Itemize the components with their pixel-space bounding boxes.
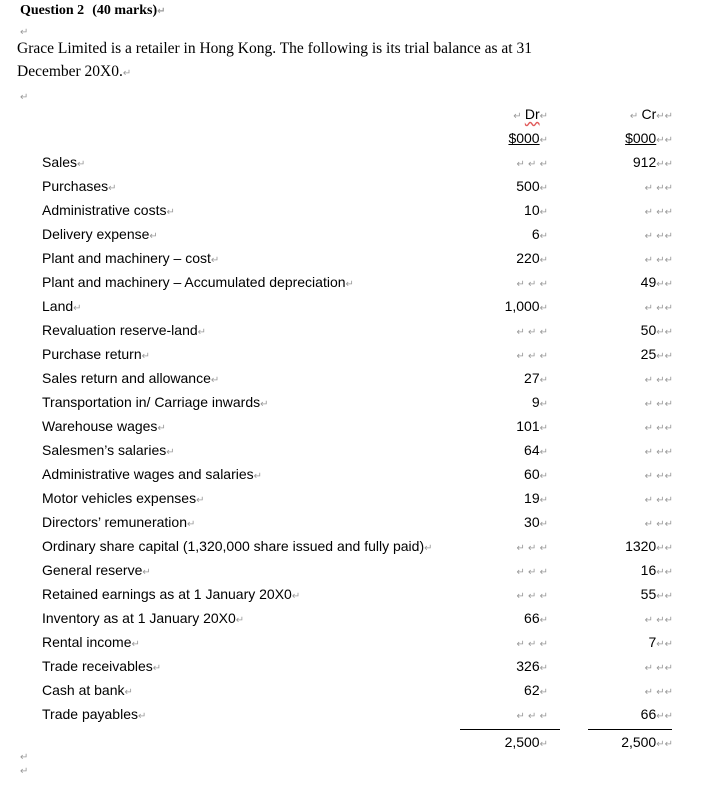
account-name — [42, 538, 433, 554]
account-name — [42, 418, 166, 434]
paragraph-mark-icon: ↵ — [186, 519, 196, 530]
dr-amount: ↵ ↵ ↵ — [516, 159, 548, 170]
account-name — [42, 274, 354, 290]
cr-amount-value: 25 — [640, 346, 657, 362]
cr-unit: $000 — [625, 130, 657, 146]
table-row — [0, 538, 711, 562]
account-name — [42, 682, 133, 698]
table-row — [0, 562, 711, 586]
account-name — [42, 250, 219, 266]
dr-amount-value: 64 — [524, 442, 540, 458]
dr-amount-value: 500 — [516, 178, 540, 194]
dr-amount: ↵ ↵ ↵ — [516, 351, 548, 362]
paragraph-mark-icon: ↵ — [137, 711, 147, 722]
account-name-text: Cash at bank — [42, 682, 125, 698]
account-name-text: Retained earnings as at 1 January 20X0 — [42, 586, 292, 602]
dr-amount: 62↵ — [524, 682, 548, 698]
table-row — [0, 226, 711, 250]
dr-amount: ↵ ↵ ↵ — [516, 327, 548, 338]
paragraph-mark-icon: ↵ — [73, 303, 82, 314]
account-name-text: General reserve — [42, 562, 143, 578]
table-row — [0, 418, 711, 442]
cr-amount: ↵ ↵↵ — [644, 447, 673, 458]
cr-amount: 25↵↵ — [640, 346, 673, 362]
cr-amount: 49↵↵ — [640, 274, 673, 290]
account-name-text: Delivery expense — [42, 226, 150, 242]
cr-amount-value: 16 — [640, 562, 657, 578]
account-name-text: Salesmen’s salaries — [42, 442, 167, 458]
paragraph-mark-icon: ↵ — [291, 591, 301, 602]
table-row — [0, 442, 711, 466]
account-name-text: Plant and machinery – Accumulated depreciation — [42, 274, 346, 290]
dr-unit-header: $000↵ — [508, 130, 548, 146]
account-name — [42, 706, 146, 722]
cr-amount-value: 55 — [640, 586, 657, 602]
account-name — [42, 226, 158, 242]
table-row — [0, 202, 711, 226]
dr-amount: 101↵ — [516, 418, 548, 434]
cr-amount-value: 1320 — [625, 538, 657, 554]
cr-column-header: ↵ Cr↵↵ — [629, 106, 673, 122]
paragraph-mark-icon: ↵ — [196, 495, 205, 506]
cr-amount-value: 7 — [648, 634, 657, 650]
paragraph-mark-icon: ↵ — [149, 231, 158, 242]
account-name — [42, 490, 204, 506]
question-heading — [20, 3, 166, 19]
paragraph-mark-icon: ↵ — [20, 766, 29, 777]
cr-amount: 16↵↵ — [640, 562, 673, 578]
cr-total-rule — [588, 729, 672, 730]
paragraph-mark-icon: ↵ — [345, 279, 354, 290]
paragraph-mark-icon: ↵ — [20, 27, 29, 38]
table-row — [0, 706, 711, 730]
cr-amount-value: 49 — [640, 274, 657, 290]
table-row — [0, 610, 711, 634]
account-name-text: Purchase return — [42, 346, 142, 362]
question-number: Question 2 — [20, 3, 85, 18]
intro-text-line-1: Grace Limited is a retailer in Hong Kong. The following is its trial balance as at 31 — [17, 40, 532, 57]
account-name-text: Administrative wages and salaries — [42, 466, 254, 482]
paragraph-mark-icon: ↵ — [157, 6, 166, 17]
table-row — [0, 634, 711, 658]
paragraph-mark-icon: ↵ — [152, 663, 162, 674]
account-name — [42, 178, 117, 194]
cr-amount: ↵ ↵↵ — [644, 471, 673, 482]
dr-amount: 220↵ — [516, 250, 548, 266]
dr-amount: ↵ ↵ ↵ — [516, 543, 548, 554]
paragraph-mark-icon: ↵ — [253, 471, 263, 482]
paragraph-mark-icon: ↵ — [122, 68, 132, 79]
paragraph-mark-icon: ↵ — [210, 375, 220, 386]
table-row — [0, 178, 711, 202]
dr-amount: 10↵ — [524, 202, 548, 218]
account-name-text: Directors’ remuneration — [42, 514, 187, 530]
account-name-text: Trade payables — [42, 706, 138, 722]
dr-unit: $000 — [508, 130, 540, 146]
table-row — [0, 490, 711, 514]
account-name-text: Revaluation reserve-land — [42, 322, 198, 338]
account-name-text: Trade receivables — [42, 658, 153, 674]
dr-amount: ↵ ↵ ↵ — [516, 591, 548, 602]
paragraph-mark-icon: ↵ — [197, 327, 207, 338]
table-row — [0, 514, 711, 538]
dr-amount: 19↵ — [524, 490, 548, 506]
dr-amount-value: 9 — [531, 394, 540, 410]
table-row — [0, 346, 711, 370]
cr-amount: ↵ ↵↵ — [644, 399, 673, 410]
table-row — [0, 274, 711, 298]
dr-amount: 30↵ — [524, 514, 548, 530]
account-name — [42, 466, 262, 482]
dr-amount: 1,000↵ — [504, 298, 548, 314]
cr-total: 2,500↵↵ — [621, 734, 673, 750]
account-name — [42, 514, 195, 530]
cr-amount-value: 50 — [640, 322, 657, 338]
account-name — [42, 346, 150, 362]
dr-label: Dr — [524, 106, 540, 122]
cr-unit-header: $000↵↵ — [625, 130, 673, 146]
account-name-text: Rental income — [42, 634, 132, 650]
account-name-text: Transportation in/ Carriage inwards — [42, 394, 261, 410]
cr-total-value: 2,500 — [621, 734, 657, 750]
dr-total: 2,500↵ — [504, 734, 548, 750]
table-row — [0, 658, 711, 682]
question-marks: (40 marks) — [92, 3, 158, 18]
cr-amount: 1320↵↵ — [625, 538, 673, 554]
account-name-text: Land — [42, 298, 74, 314]
account-name — [42, 370, 219, 386]
account-name — [42, 634, 140, 650]
cr-amount: ↵ ↵↵ — [644, 303, 673, 314]
cr-amount-value: 912 — [632, 154, 657, 170]
cr-amount: ↵ ↵↵ — [644, 615, 673, 626]
table-row — [0, 586, 711, 610]
account-name — [42, 658, 161, 674]
table-row — [0, 298, 711, 322]
table-row — [0, 322, 711, 346]
paragraph-mark-icon: ↵ — [20, 92, 29, 103]
dr-amount-value: 10 — [524, 202, 540, 218]
cr-amount-value: 66 — [640, 706, 657, 722]
dr-amount: 326↵ — [516, 658, 548, 674]
dr-amount: 66↵ — [524, 610, 548, 626]
account-name — [42, 442, 175, 458]
dr-amount-value: 19 — [524, 490, 540, 506]
paragraph-mark-icon: ↵ — [20, 752, 29, 763]
account-name-text: Warehouse wages — [42, 418, 158, 434]
account-name-text: Plant and machinery – cost — [42, 250, 211, 266]
paragraph-mark-icon: ↵ — [124, 687, 133, 698]
table-row — [0, 682, 711, 706]
paragraph-mark-icon: ↵ — [108, 183, 117, 194]
dr-amount-value: 6 — [531, 226, 540, 242]
dr-amount-value: 66 — [524, 610, 540, 626]
table-row — [0, 154, 711, 178]
cr-amount: ↵ ↵↵ — [644, 495, 673, 506]
cr-amount: ↵ ↵↵ — [644, 519, 673, 530]
dr-amount: ↵ ↵ ↵ — [516, 567, 548, 578]
intro-text-line-2 — [17, 63, 131, 81]
dr-amount: 64↵ — [524, 442, 548, 458]
paragraph-mark-icon: ↵ — [260, 399, 269, 410]
table-row — [0, 466, 711, 490]
paragraph-mark-icon: ↵ — [77, 159, 86, 170]
account-name — [42, 154, 85, 170]
account-name — [42, 610, 244, 626]
cr-amount: ↵ ↵↵ — [644, 687, 673, 698]
account-name-text: Motor vehicles expenses — [42, 490, 197, 506]
table-row — [0, 394, 711, 418]
dr-amount: 9↵ — [531, 394, 548, 410]
paragraph-mark-icon: ↵ — [210, 255, 220, 266]
account-name-text: Ordinary share capital (1,320,000 share issued and fully paid) — [42, 538, 425, 554]
cr-amount: ↵ ↵↵ — [644, 231, 673, 242]
table-header-row — [0, 106, 711, 130]
totals-row — [0, 734, 711, 758]
intro-text-line-2-text: December 20X0. — [17, 63, 123, 80]
account-name — [42, 322, 206, 338]
cr-amount: ↵ ↵↵ — [644, 663, 673, 674]
table-row — [0, 370, 711, 394]
dr-amount: 60↵ — [524, 466, 548, 482]
cr-amount: ↵ ↵↵ — [644, 423, 673, 434]
dr-amount-value: 27 — [524, 370, 540, 386]
dr-amount-value: 220 — [516, 250, 540, 266]
dr-amount: 500↵ — [516, 178, 548, 194]
dr-amount-value: 326 — [516, 658, 540, 674]
cr-amount: ↵ ↵↵ — [644, 183, 673, 194]
dr-amount: ↵ ↵ ↵ — [516, 711, 548, 722]
dr-column-header: ↵ Dr↵ — [513, 106, 548, 122]
table-unit-row — [0, 130, 711, 154]
dr-total-value: 2,500 — [504, 734, 540, 750]
dr-amount-value: 60 — [524, 466, 540, 482]
dr-total-rule — [460, 729, 560, 730]
account-name — [42, 298, 82, 314]
cr-amount: 50↵↵ — [640, 322, 673, 338]
paragraph-mark-icon: ↵ — [166, 447, 175, 458]
cr-amount: ↵ ↵↵ — [644, 255, 673, 266]
cr-amount: ↵ ↵↵ — [644, 207, 673, 218]
account-name-text: Sales return and allowance — [42, 370, 211, 386]
paragraph-mark-icon: ↵ — [141, 351, 150, 362]
dr-amount: 6↵ — [531, 226, 548, 242]
account-name-text: Purchases — [42, 178, 109, 194]
dr-amount-value: 30 — [524, 514, 540, 530]
dr-amount-value: 101 — [516, 418, 540, 434]
table-row — [0, 250, 711, 274]
account-name — [42, 202, 175, 218]
paragraph-mark-icon: ↵ — [131, 639, 140, 650]
paragraph-mark-icon: ↵ — [235, 615, 245, 626]
paragraph-mark-icon: ↵ — [157, 423, 166, 434]
cr-amount: ↵ ↵↵ — [644, 375, 673, 386]
account-name-text: Administrative costs — [42, 202, 167, 218]
account-name-text: Sales — [42, 154, 78, 170]
cr-amount: 7↵↵ — [648, 634, 673, 650]
account-name — [42, 586, 300, 602]
dr-amount: ↵ ↵ ↵ — [516, 639, 548, 650]
dr-amount-value: 62 — [524, 682, 540, 698]
dr-amount: 27↵ — [524, 370, 548, 386]
paragraph-mark-icon: ↵ — [424, 543, 433, 554]
paragraph-mark-icon: ↵ — [166, 207, 175, 218]
dr-amount-value: 1,000 — [504, 298, 540, 314]
cr-amount: 912↵↵ — [632, 154, 673, 170]
account-name-text: Inventory as at 1 January 20X0 — [42, 610, 236, 626]
cr-amount: 55↵↵ — [640, 586, 673, 602]
cr-amount: 66↵↵ — [640, 706, 673, 722]
account-name — [42, 562, 151, 578]
account-name — [42, 394, 269, 410]
cr-label: Cr — [641, 106, 657, 122]
paragraph-mark-icon: ↵ — [142, 567, 151, 578]
dr-amount: ↵ ↵ ↵ — [516, 279, 548, 290]
